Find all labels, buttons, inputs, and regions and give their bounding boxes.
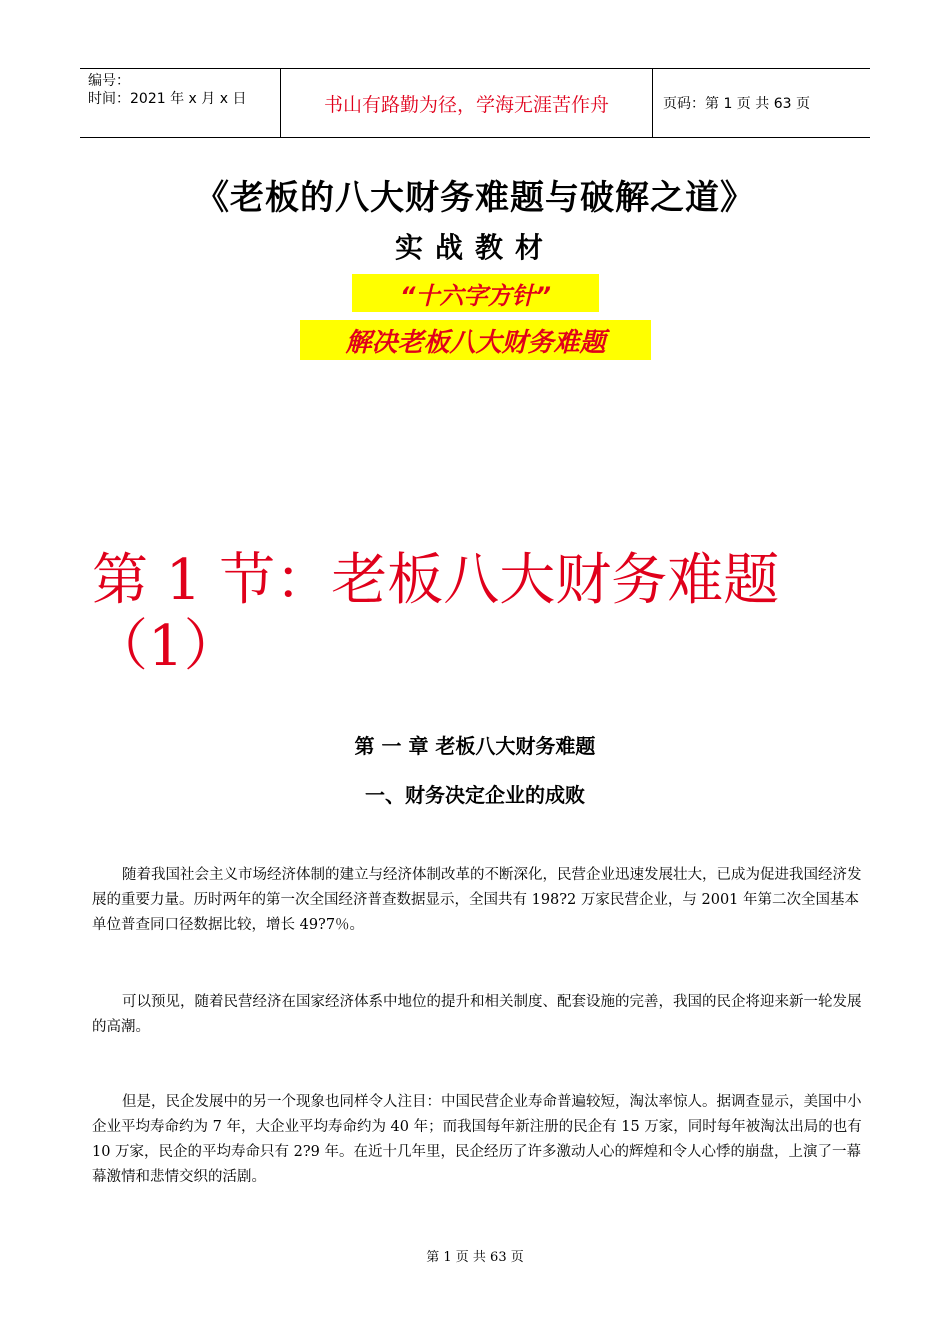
highlight-subtitle: 解决老板八大财务难题 — [300, 320, 651, 360]
sub-title: 实战教材 — [394, 231, 555, 264]
body-paragraph: 但是，民企发展中的另一个现象也同样令人注目：中国民营企业寿命普遍较短，淘汰率惊人。据调查显示，美国中小企业平均寿命约为 7 年，大企业平均寿命约为 40 年；而我国每年新注册的民企有 15 万家，同时每年被淘汰出局的也有 10 万家，民企的平均寿命只有 2?9 年。在近十几年里，民企经历了许多激动人心的辉煌和令人心悸的崩盘，上演了一幕幕激情和悲情交织的活剧。 — [92, 1094, 862, 1185]
number-label: 编号： — [88, 73, 130, 89]
page-footer: 第 1 页 共 63 页 — [426, 1250, 524, 1265]
highlight-slogan: “十六字方针” — [352, 274, 599, 312]
date-label: 时间：2021 年 x 月 x 日 — [88, 91, 247, 107]
header-motto: 书山有路勤为径，学海无涯苦作舟 — [280, 69, 653, 137]
document-header — [80, 68, 870, 138]
header-page-info: 页码：第 1 页 共 63 页 — [663, 96, 810, 112]
chapter-heading: 第 一 章 老板八大财务难题 — [354, 734, 596, 758]
section-title: 第 1 节：老板八大财务难题（1） — [92, 548, 780, 679]
header-meta — [80, 69, 280, 137]
body-paragraph: 可以预见，随着民营经济在国家经济体系中地位的提升和相关制度、配套设施的完善，我国的民企将迎来新一轮发展的高潮。 — [92, 994, 862, 1035]
body-paragraph: 随着我国社会主义市场经济体制的建立与经济体制改革的不断深化，民营企业迅速发展壮大，已成为促进我国经济发展的重要力量。历时两年的第一次全国经济普查数据显示，全国共有 198?2 万家民营企业，与 2001 年第二次全国基本单位普查同口径数据比较，增长 49?7％。 — [92, 867, 862, 933]
main-title: 《老板的八大财务难题与破解之道》 — [195, 178, 755, 218]
chapter-subheading: 一、财务决定企业的成败 — [365, 783, 585, 807]
